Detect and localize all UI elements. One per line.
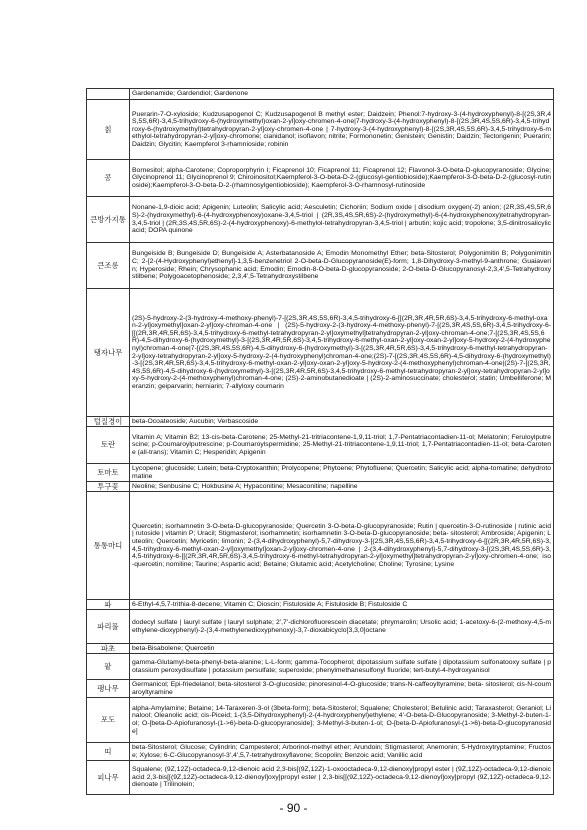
compounds-cell: Gardenamide; Gardendiol; Gardenone <box>130 89 554 100</box>
compounds-cell: Vitamin A; Vitamin B2; 13-cis-beta-Carotene; 25-Methyl-21-tritriacontene-1,9,11-triol; 1,7-Pentatriacontadien-11-ol; Melatonin; Feruloylputrescine; p-Coumaroylputrescine; p-Coumaroylspermidine; 25-Methyl-21-tritriacontene-1,9,11-triol; 1,7-Pentatriacontadien-11-ol; beta-Carotene (all-trans); Vitamin C; Hesperidin; Apigenin <box>130 427 554 464</box>
compounds-cell: beta-Sitosterol; Glucose; Cylindrin; Campesterol; Arborinol-methyl ether; Arundoin; Stigmasterol; Anemonin; 5-Hydroxytryptamine; Fructose; Xylose; 6-C-Glucopyranosyl-3',4',5,7-tetrahydroxyflavone; Scopolin; Benzoic acid; Vanillic acid <box>130 743 554 761</box>
compounds-cell: Germanicol; Epi-friedelanol; beta-sitosterol 3-O-glucoside; pinoresinol-4-O-glucoside; trans-N-caffeoyltyramine; beta- sitosterol; cis-N-coumaroyltyramine <box>130 680 554 698</box>
compounds-cell: dodecyl sulfate | lauryl sulfate | lauryl sulphate; 2',7'-dichlorofluorescein diacetate; phrymarolin; Ursolic acid; 1-acetoxy-6-(2-methoxy-4,5-methylene-dioxyphenyl)-2-(3,4-methylenedioxyphenoxy)-3,7-dioxabicyclo[3,3,0]octane <box>130 610 554 644</box>
table-row <box>87 610 554 644</box>
plant-name-cell: 팽나무 <box>87 680 130 698</box>
plant-name-cell: 투구꽃 <box>87 482 130 492</box>
plant-name-cell: 통통마디 <box>87 492 130 600</box>
table-row <box>87 243 554 289</box>
plant-name-cell: 피나무 <box>87 761 130 795</box>
compounds-cell: Neoline; Senbusine C; Hokbusine A; Hypaconitine; Mesaconitine; napelline <box>130 482 554 492</box>
table-row <box>87 482 554 492</box>
plant-name-cell: 띠 <box>87 743 130 761</box>
plant-name-cell: 팥 <box>87 654 130 680</box>
table-row <box>87 100 554 160</box>
table-row <box>87 89 554 100</box>
table-row <box>87 644 554 654</box>
compounds-cell: Puerarin-7-O-xyloside; Kudzusapogenol C; Kudzusapogenol B methyl ester; Daidzein; Phenol:7-hydroxy-3-(4-hydroxyphenyl)-8-[(2S,3R,4S,5S,6R)-3,4,5-trihydroxy-6-(hydroxymethyl)oxan-2-yl]oxy-chromen-4-one|7-hydroxy-3-(4-hydroxyphenyl)-8-[(2S,3R,4S,5S,6R)-3,4,5-trihydroxy-6-(hydroxymethyl)tetrahydropyran-2-yl]oxy-chromen-4-one | 7-hydroxy-3-(4-hydroxyphenyl)-8-[(2S,3R,4S,5S,6R)-3,4,5-trihydroxy-6-methylol-tetrahydropyran-2-yl]oxy-chromone; cianidanol; isoflavon; nitrite; Formononetin; Genistein; Genistin; Daidzin; Tectorigenin; Puerarin; Daidzin; Glycitin; Kaempferol 3-rhamnioside; robinin <box>130 100 554 160</box>
table-row <box>87 743 554 761</box>
table-row <box>87 680 554 698</box>
compounds-cell: gamma-Glutamyl-beta-phenyl-beta-alanine; L-L-form; gamma-Tocopherol; dipotassium sulfate sulfate | dipotassium sulfonatooxy sulfate | potassium peroxydisulfate | potassium persulfate; superoxide; phenylmethanesulfonyl fluoride; tert-butyl-4-hydroxyanisol <box>130 654 554 680</box>
plant-name-cell: 탱자나무 <box>87 289 130 417</box>
plant-name-cell: 파리풀 <box>87 610 130 644</box>
compound-table <box>86 88 554 795</box>
compounds-cell: beta-Bisabolene; Quercetin <box>130 644 554 654</box>
compound-table-body <box>87 89 554 795</box>
plant-name-cell: 토란 <box>87 427 130 464</box>
plant-name-cell: 포도 <box>87 698 130 743</box>
plant-name-cell: 큰방가지통 <box>87 197 130 243</box>
compounds-cell: beta-Ocoateoside; Aucubin; Verbascoside <box>130 417 554 427</box>
plant-name-cell: 털질경이 <box>87 417 130 427</box>
compounds-cell: Nonane-1,9-dioic acid; Apigenin; Luteolin; Salicylic acid; Aesculetin; Cichoriin; Sodium oxide | disodium oxygen(-2) anion; (2R,3S,4S,5R,6S)-2-(hydroxymethyl)-6-(4-hydroxyphenoxy)oxane-3,4,5-triol | (2R,3S,4S,5R,6S)-2-(hydroxymethyl)-6-(4-hydroxyphenoxy)tetrahydropyran-3,4,5-triol | (2R,3S,4S,5R,6S)-2-(4-hydroxyphenoxy)-6-methylol-tetrahydropyran-3,4,5-triol | arbutin; kojic acid; tropolone; 3,5-dinitrosalicylic acid; DOPA quinone <box>130 197 554 243</box>
plant-name-cell: 칡 <box>87 100 130 160</box>
compounds-cell: alpha-Amylamine; Betaine; 14-Taraxeren-3-ol (3beta-form); beta-Sitosterol; Squalene; Cholesterol; Betulinic acid; Taraxasterol; Geraniol; Linalool; Oleanolic acid; cis-Piceid; 1-(3,5-Dihydroxyphenyl)-2-(4-hydroxyphenyl)ethylene; 4'-O-beta-D-Glucopyranoside; 3-Methyl-2-buten-1-ol; O-[beta-D-Apiofuranosyl-(1->6)-beta-D-glucopyranoside]; 3-Methyl-3-buten-1-ol; O-[beta-D-Apiofuranosyl-(1->6)-beta-D-glucopyranoside] <box>130 698 554 743</box>
plant-name-cell: 큰조롱 <box>87 243 130 289</box>
table-row <box>87 160 554 197</box>
compounds-cell: (2S)-5-hydroxy-2-(3-hydroxy-4-methoxy-phenyl)-7-[(2S,3R,4S,5S,6R)-3,4,5-trihydroxy-6-[[(2R,3R,4R,5R,6S)-3,4,5-trihydroxy-6-methyl-oxan-2-yl]oxymethyl]oxan-2-yl]oxy-chroman-4-one | (2S)-5-hydroxy-2-(3-hydroxy-4-methoxy-phenyl)-7-[(2S,3R,4S,5S,6R)-3,4,5-trihydroxy-6-[[(2R,3R,4R,5R,6S)-3,4,5-trihydroxy-6-methyl-tetrahydropyran-2-yl]oxymethyl]tetrahydropyran-2-yl]oxy-chroman-4-one;7-[(2S,3R,4S,5S,6R)-4,5-dihydroxy-6-(hydroxymethyl)-3-[(2S,3R,4R,5R,6S)-3,4,5-trihydroxy-6-methyl-oxan-2-yl]oxy-oxan-2-yl]oxy-5-hydroxy-2-(4-hydroxyphenyl)chroman-4-one|7-[(2S,3R,4S,5S,6R)-4,5-dihydroxy-6-(hydroxymethyl)-3-[(2S,3R,4R,5R,6S)-3,4,5-trihydroxy-6-methyl-tetrahydropyran-2-yl]oxy-tetrahydropyran-2-yl]oxy-5-hydroxy-2-(4-hydroxyphenyl)chroman-4-one;(2S)-7-[(2S,3R,4S,5S,6R)-4,5-dihydroxy-6-(hydroxymethyl)-3-[(2S,3R,4R,5R,6S)-3,4,5-trihydroxy-6-methyl-oxan-2-yl]oxy-oxan-2-yl]oxy-5-hydroxy-2-(4-methoxyphenyl)chroman-4-one|(2S)-7-[(2S,3R,4S,5S,6R)-4,5-dihydroxy-6-(hydroxymethyl)-3-[(2S,3R,4R,5R,6S)-3,4,5-trihydroxy-6-methyl-tetrahydropyran-2-yl]oxy-tetrahydropyran-2-yl]oxy-5-hydroxy-2-(4-methoxyphenyl)chroman-4-one; (2S)-2-aminobutanedioate | (2S)-2-aminosuccinate; cholesterol; statin; Umbelliferone; Meranzin; geiparvarin; herniarin; 7-allyloxy coumarin <box>130 289 554 417</box>
compounds-cell: Bungeiside B; Bungeiside D; Bungeiside A; Asterbatanoside A; Emodin Monomethyl Ether; beta-Sitosterol; Polygonimitin B; Polygonimitin C; 2-[2-(4-Hydroxyphenyl)ethenyl]-1,3,5-benzenetriol 2-O-beta-D-Glucopyranoside(E)-form; 1,8-Dihydroxy-3-methyl-9-anthrone; Guaiaverin; Hyperoside; Rhein; Chrysophanic acid; Emodin; Emodin-8-O-beta-D-glucopyranoside; 2-O-beta-D-Glucopyranosyl-2,3,4',5-Tetrahydroxystilbene; Polygoacetophenoside; 2,3,4',5-Tetrahydroxystilbene <box>130 243 554 289</box>
plant-name-cell: 파초 <box>87 644 130 654</box>
compounds-cell: Lycopene; glucoside; Lutein; beta-Cryptoxanthin; Prolycopene; Phytoene; Phytofluene; Quercetin; Salicylic acid; alpha-tomatine; dehydrotomatine <box>130 464 554 482</box>
compounds-cell: 6-Ethyl-4,5,7-trithia-8-decene; Vitamin C; Dioscin; Fistuloside A; Fistuloside B; Fistuloside C <box>130 600 554 610</box>
compounds-cell: Quercetin; isorhamnetin 3-O-beta-D-glucopyranoside; Quercetin 3-O-beta-D-glucopyranoside; Rutin | quercetin-3-O-rutinoside | rutinic acid | rutoside | vitamin P; Uracil; Stigmasterol; isorhamnetin; isorhamnetin 3-O-beta-D-glucopyranoside; beta- sitosterol; Ambroside; Apigenin; Luteolin; Quercetin; Myricetin; limonin; 2-(3,4-dihydroxyphenyl)-5,7-dihydroxy-3-[(2S,3R,4S,5S,6R)-3,4,5-trihydroxy-6-[[(2R,3R,4R,5R,6S)-3,4,5-trihydroxy-6-methyl-oxan-2-yl]oxymethyl]oxan-2-yl]oxy-chromen-4-one | 2-(3,4-dihydroxyphenyl)-5,7-dihydroxy-3-[(2S,3R,4S,5S,6R)-3,4,5-trihydroxy-6-[[(2R,3R,4R,5R,6S)-3,4,5-trihydroxy-6-methyl-tetrahydropyran-2-yl]oxymethyl]tetrahydropyran-2-yl]oxy-chromen-4-one; iso-quercetin; nomiline; Taurine; Aspartic acid; Betaine; Glutamic acid; Acetylcholine; Choline; Tyrosine; Lysine <box>130 492 554 600</box>
table-row <box>87 289 554 417</box>
table-row <box>87 698 554 743</box>
plant-name-cell: 토마토 <box>87 464 130 482</box>
table-row <box>87 600 554 610</box>
table-row <box>87 492 554 600</box>
table-row <box>87 197 554 243</box>
plant-name-cell: 콩 <box>87 160 130 197</box>
table-row <box>87 464 554 482</box>
plant-name-cell <box>87 89 130 100</box>
compounds-cell: Squalene; (9Z,12Z)-octadeca-9,12-dienoic acid 2,3-bis[(9Z,12Z)-1-oxooctadeca-9,12-dienoxy]propyl ester | (9Z,12Z)-octadeca-9,12-dienoic acid 2,3-bis[[(9Z,12Z)-octadeca-9,12-dienoyl]oxy]propyl ester | 2,3-bis[[(9Z,12Z)-octadeca-9,12-dienoyl]oxy]propyl (9Z,12Z)-octadeca-9,12-dienoate | Trilinolein; <box>130 761 554 795</box>
table-row <box>87 427 554 464</box>
table-row <box>87 761 554 795</box>
table-row <box>87 654 554 680</box>
table-row <box>87 417 554 427</box>
plant-name-cell: 파 <box>87 600 130 610</box>
compounds-cell: Bornesitol; alpha-Carotene; Coproporphyrin I; Ficaprenol 10; Ficaprenol 11; Ficaprenol 12; Flavonol-3-O-beta-D-glucopyranoside; Glycine; Glycinoprenol 11; Glycinoprenol 9; Chiroinositol;Kaempferol-3-O-beta-D-2-(glucosyl-gentiobioside);Kaempferol-3-O-beta-D-2-(glucosyl-rutinoside);Kaempferol-3-O-beta-D-2-(rhamnosylgentiobioside); Kaempferol-3-O-rhamnosyl-rutinoside <box>130 160 554 197</box>
page-number: - 90 - <box>279 801 308 815</box>
